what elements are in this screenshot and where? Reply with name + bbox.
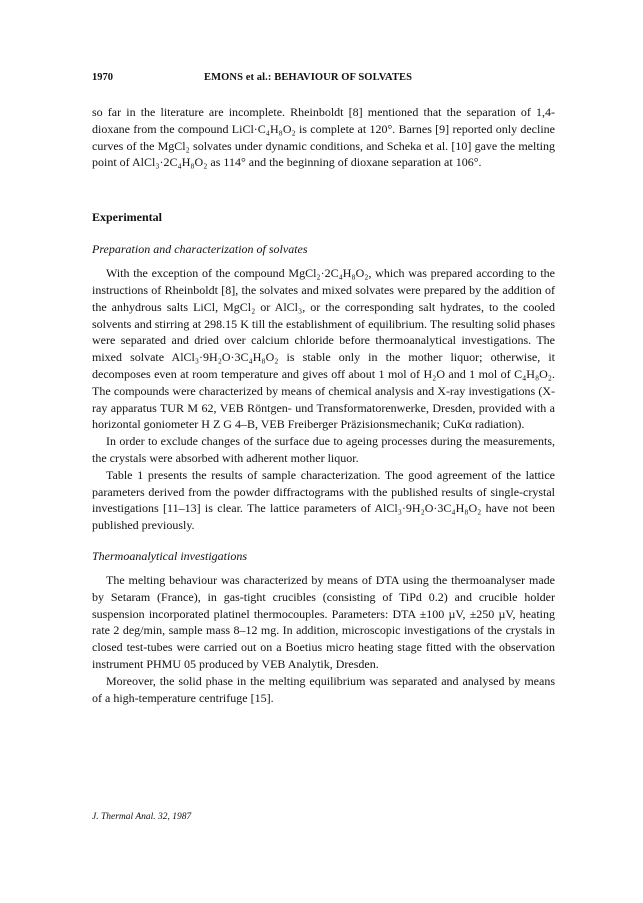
journal-footer: J. Thermal Anal. 32, 1987 [92, 812, 192, 822]
paragraph-table1: Table 1 presents the results of sample characterization. The good agreement of the lattice parameters derived from the powder diffractograms with the published results of single-crystal investigations [11–13] is clear. The lattice parameters of AlCl₃·9H₂O·3C₄H₈O₂ have not been published previously. [92, 467, 555, 533]
paragraph-preparation: With the exception of the compound MgCl₂·2C₄H₈O₂, which was prepared according to the instructions of Rheinboldt [8], the solvates and mixed solvates were prepared by the addition of the anhydrous salts LiCl, MgCl₂ or AlCl₃, or the corresponding salt hydrates, to the cooled solvents and stirring at 298.15 K till the establishment of equilibrium. The resulting solid phases were separated and dried over calcium chloride before thermoanalytical investigations. The mixed solvate AlCl₃·9H₂O·3C₄H₈O₂ is stable only in the mother liquor; otherwise, it decomposes even at room temperature and gives off about 1 mol of H₂O and 1 mol of C₄H₈O₂. The compounds were characterized by means of chemical analysis and X-ray investigations (X-ray apparatus TUR M 62, VEB Röntgen- und Transformatorenwerke, Dresden, provided with a horizontal goniometer H Z G 4–B, VEB Freiberger Präzisionsmechanik; CuKα radiation). [92, 266, 555, 432]
section-heading-experimental: Experimental [92, 210, 162, 225]
paragraph-ageing: In order to exclude changes of the surface due to ageing processes during the measurements, the crystals were absorbed with adherent mother liquor. [92, 434, 555, 465]
running-head [92, 72, 555, 86]
paragraph-melting: The melting behaviour was characterized by means of DTA using the thermoanalyser made by Setaram (France), in gas-tight crucibles (consisting of TiPd 0.2) and crucible holder suspension incorporated platinel thermocouples. Parameters: DTA ±100 µV, ±250 µV, heating rate 2 deg/min, sample mass 8–12 mg. In addition, microscopic investigations of the crystals in closed test-tubes were carried out on a Boetius micro heating stage fitted with the observation instrument PHMU 05 produced by VEB Analytik, Dresden. [92, 572, 555, 671]
subsection-heading-preparation: Preparation and characterization of solvates [92, 242, 308, 257]
intro-paragraph: so far in the literature are incomplete. Rheinboldt [8] mentioned that the separation of 1,4-dioxane from the compound LiCl·C₄H₈O₂ is complete at 120°. Barnes [9] reported only decline curves of the MgCl₂ solvates under dynamic conditions, and Scheka et al. [10] gave the melting point of AlCl₃·2C₄H₈O₂ as 114° and the beginning of dioxane separation at 106°. [92, 105, 555, 170]
subsection-heading-thermoanalytical: Thermoanalytical investigations [92, 548, 247, 563]
paragraph-centrifuge: Moreover, the solid phase in the melting equilibrium was separated and analysed by means of a high-temperature centrifuge [15]. [92, 673, 555, 705]
page-number: 1970 [92, 72, 113, 83]
page-body [92, 72, 555, 706]
running-title: EMONS et al.: BEHAVIOUR OF SOLVATES [204, 72, 413, 83]
